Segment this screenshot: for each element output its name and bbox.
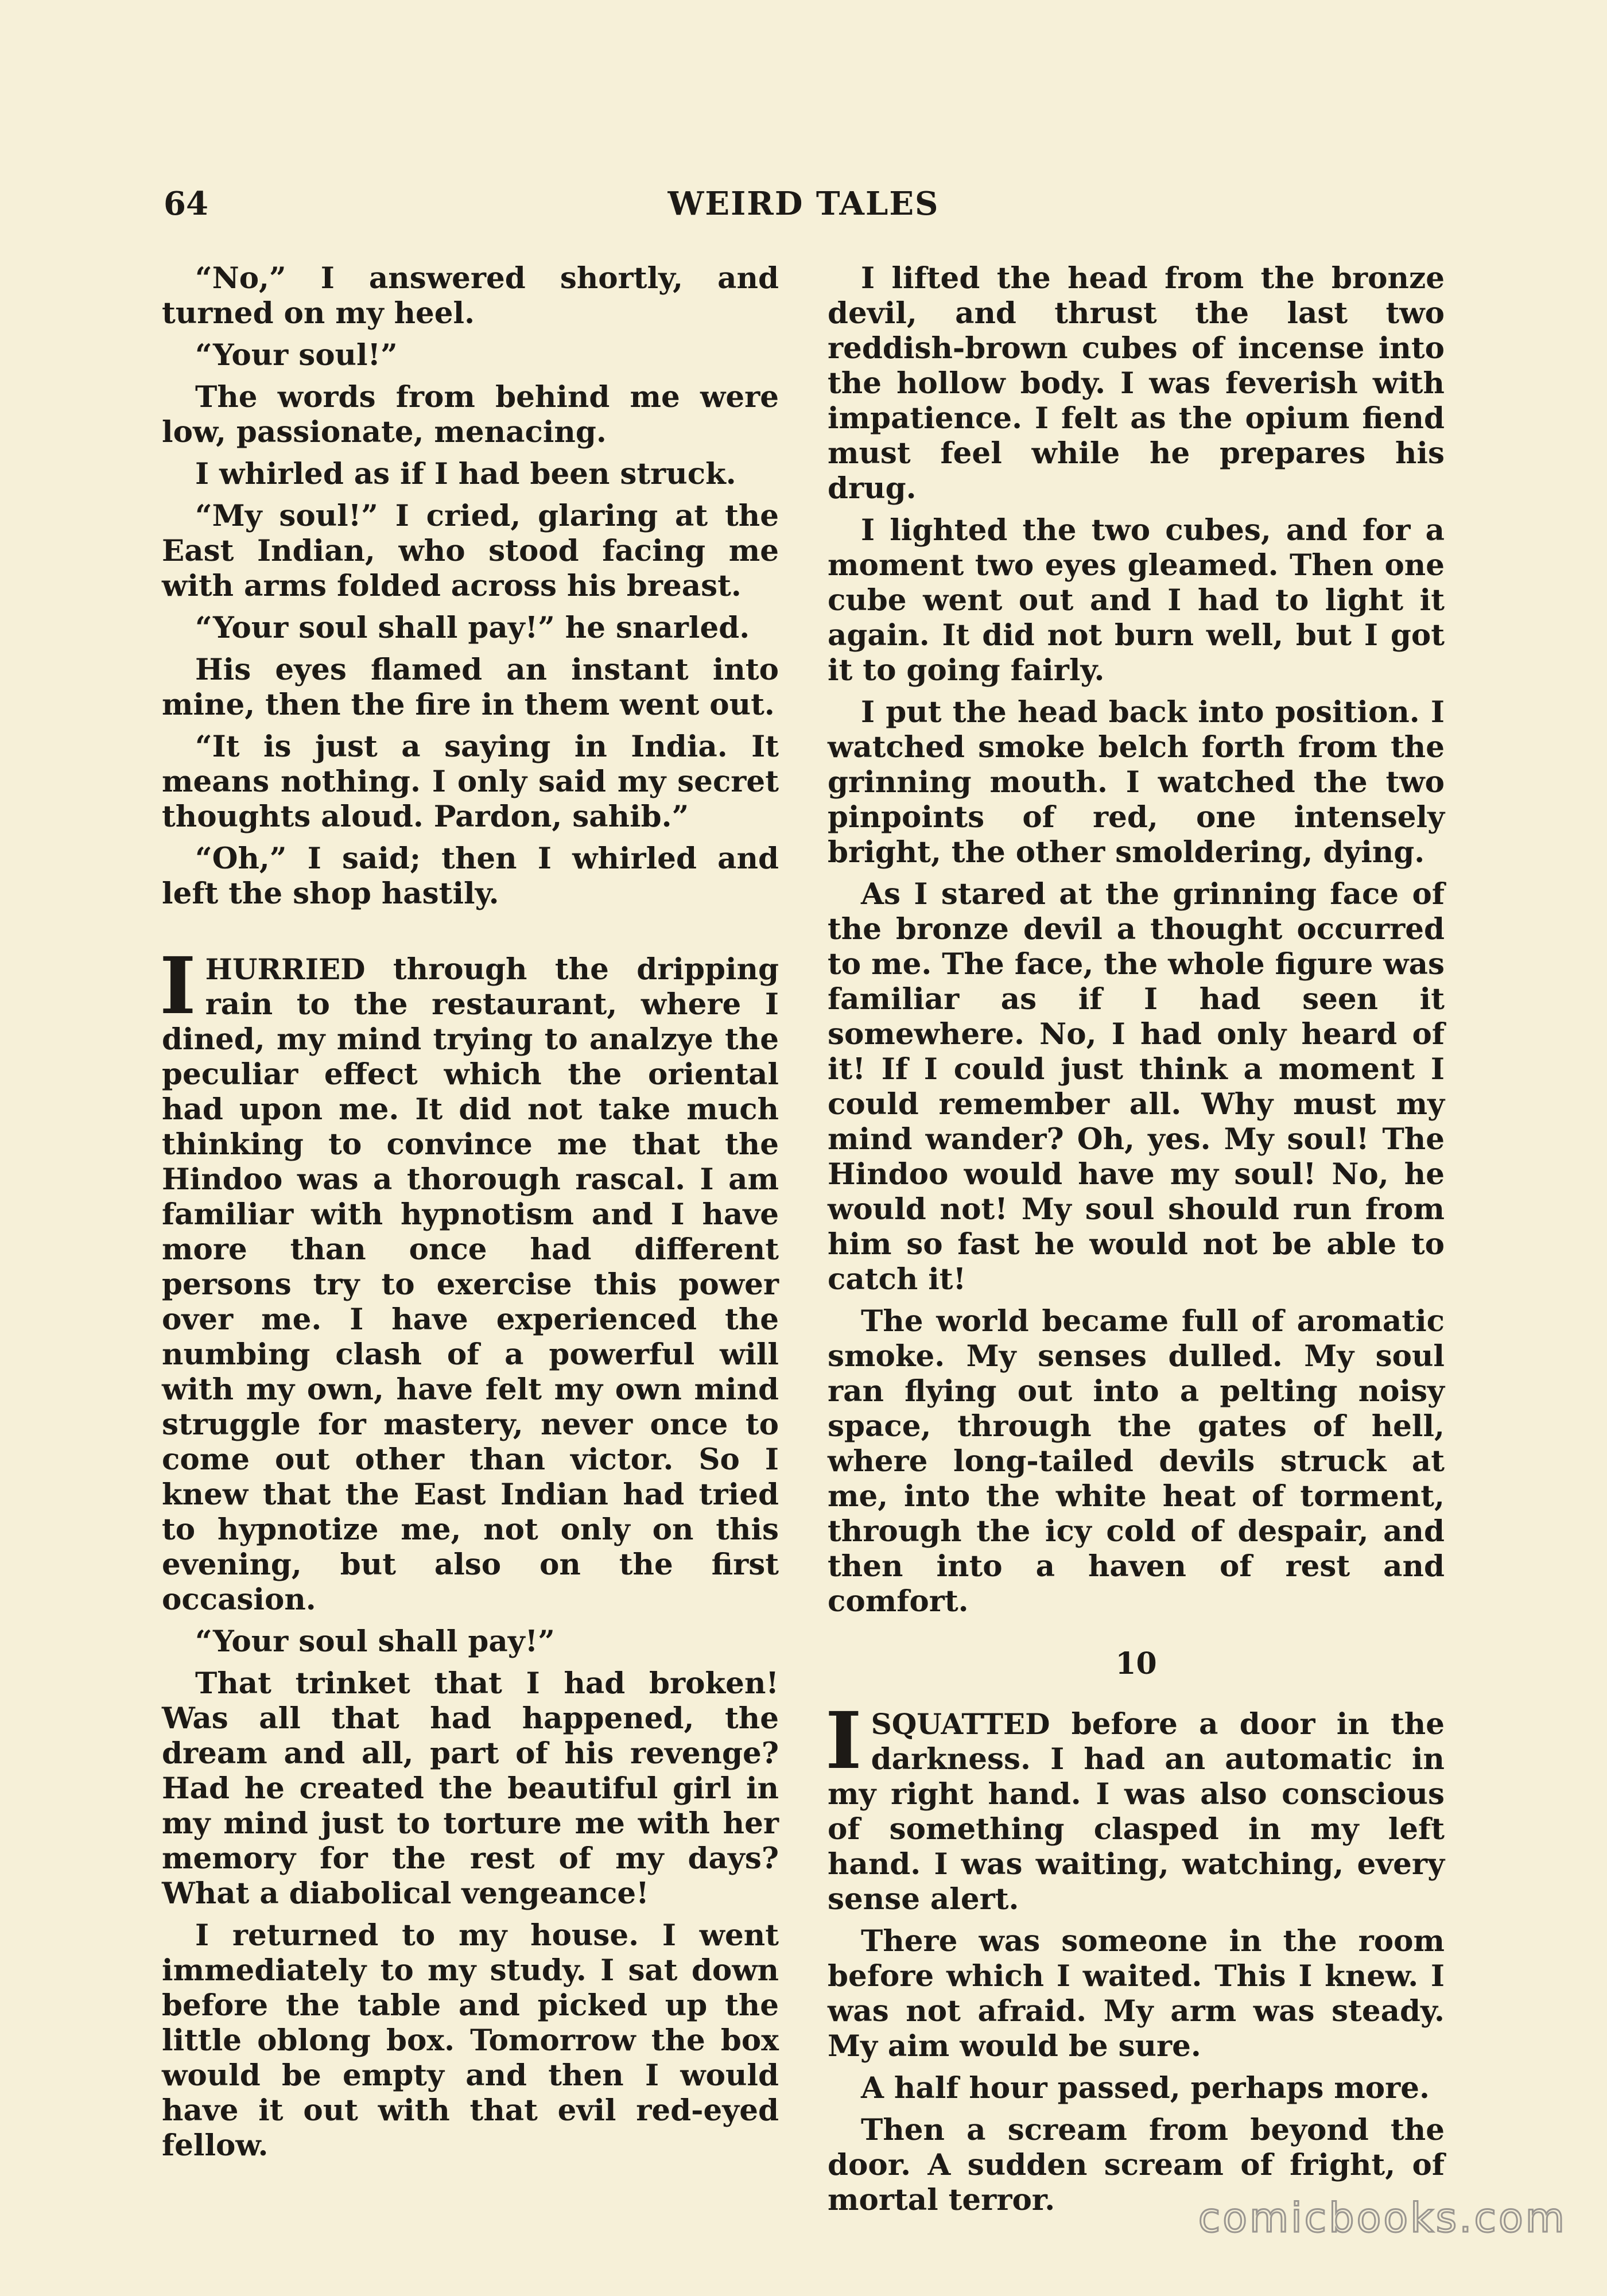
paragraph: I lifted the head from the bronze devil, and thrust the last two reddish-brown cubes of incense into the hollow body. I was feverish with impatience. I felt as the opium fiend must feel while he prepares his drug.	[828, 261, 1445, 506]
paragraph-text: through the dripping rain to the restaurant, where I dined, my mind trying to analzye the peculiar effect which the oriental had upon me. It did not take much thinking to convince me that the Hindoo was a thorough rascal. I am familiar with hypnotism and I have more than once had different persons try to exercise this power over me. I have experienced the numbing clash of a powerful will with my own, have felt my own mind struggle for mastery, never once to come out other than victor. So I knew that the East Indian had tried to hypnotize me, not only on this evening, but also on the first occasion.	[162, 952, 779, 1617]
paragraph: The words from behind me were low, passionate, menacing.	[162, 380, 779, 449]
paragraph: As I stared at the grinning face of the bronze devil a thought occurred to me. The face, the whole figure was familiar as if I had seen it somewhere. No, I had only heard of it! If I could just think a moment I could remember all. Why must my mind wander? Oh, yes. My soul! The Hindoo would have my soul! No, he would not! My soul should run from him so fast he would not be able to catch it!	[828, 877, 1445, 1297]
watermark: comicbooks.com	[1198, 2194, 1567, 2241]
section-break	[162, 918, 779, 952]
paragraph: Then a scream from beyond the door. A sudden scream of fright, of mortal terror.	[828, 2113, 1445, 2217]
small-caps-lead: SQUATTED	[871, 1707, 1050, 1741]
paragraph: “No,” I answered shortly, and turned on my heel.	[162, 261, 779, 331]
paragraph: “Your soul shall pay!”	[195, 1624, 555, 1659]
drop-cap: I	[825, 1695, 862, 1787]
paragraph: That trinket that I had broken! Was all that had happened, the dream and all, part of his revenge? Had he created the beautiful girl in my mind just to torture me with her memory for the rest of my days? What a diabolical vengeance!	[162, 1666, 779, 1911]
right-column	[825, 261, 1445, 2217]
paragraph: I whirled as if I had been struck.	[195, 457, 736, 491]
section-number: 10	[1115, 1646, 1157, 1681]
paragraph-text: before a door in the darkness. I had an automatic in my right hand. I was also conscious of something clasped in my left hand. I was waiting, watching, every sense alert.	[828, 1707, 1445, 1917]
paragraph: “It is just a saying in India. It means nothing. I only said my secret thoughts aloud. Pardon, sahib.”	[162, 730, 779, 834]
magazine-title: WEIRD TALES	[667, 185, 940, 223]
page-number: 64	[164, 185, 208, 223]
paragraph: A half hour passed, perhaps more.	[861, 2071, 1430, 2105]
left-column	[160, 261, 779, 2163]
paragraph: I lighted the two cubes, and for a moment two eyes gleamed. Then one cube went out and I had to light it again. It did not burn well, but I got it to going fairly.	[828, 513, 1445, 688]
paragraph: The world became full of aromatic smoke. My senses dulled. My soul ran flying out into a pelting noisy space, through the gates of hell, where long-tailed devils struck at me, into the white heat of torment, through the icy cold of despair, and then into a haven of rest and comfort.	[828, 1304, 1445, 1619]
section-opening-paragraph	[825, 1695, 1445, 1917]
paragraph: I returned to my house. I went immediately to my study. I sat down before the table and picked up the little oblong box. Tomorrow the box would be empty and then I would have it out with that evil red-eyed fellow.	[162, 1918, 779, 2163]
paragraph: “Your soul shall pay!” he snarled.	[195, 611, 750, 645]
paragraph: I put the head back into position. I watched smoke belch forth from the grinning mouth. I watched the two pinpoints of red, one intensely bright, the other smoldering, dying.	[828, 695, 1445, 870]
paragraph: “Your soul!”	[195, 338, 398, 373]
paragraph: “My soul!” I cried, glaring at the East Indian, who stood facing me with arms folded across his breast.	[162, 499, 779, 603]
paragraph: His eyes flamed an instant into mine, then the fire in them went out.	[162, 653, 779, 722]
running-head	[164, 181, 1443, 227]
small-caps-lead: HURRIED	[205, 952, 366, 986]
drop-cap: I	[160, 940, 196, 1032]
section-opening-paragraph	[160, 940, 779, 1618]
paragraph: “Oh,” I said; then I whirled and left the shop hastily.	[162, 841, 779, 911]
paragraph: There was someone in the room before which I waited. This I knew. I was not afraid. My arm was steady. My aim would be sure.	[828, 1924, 1445, 2064]
